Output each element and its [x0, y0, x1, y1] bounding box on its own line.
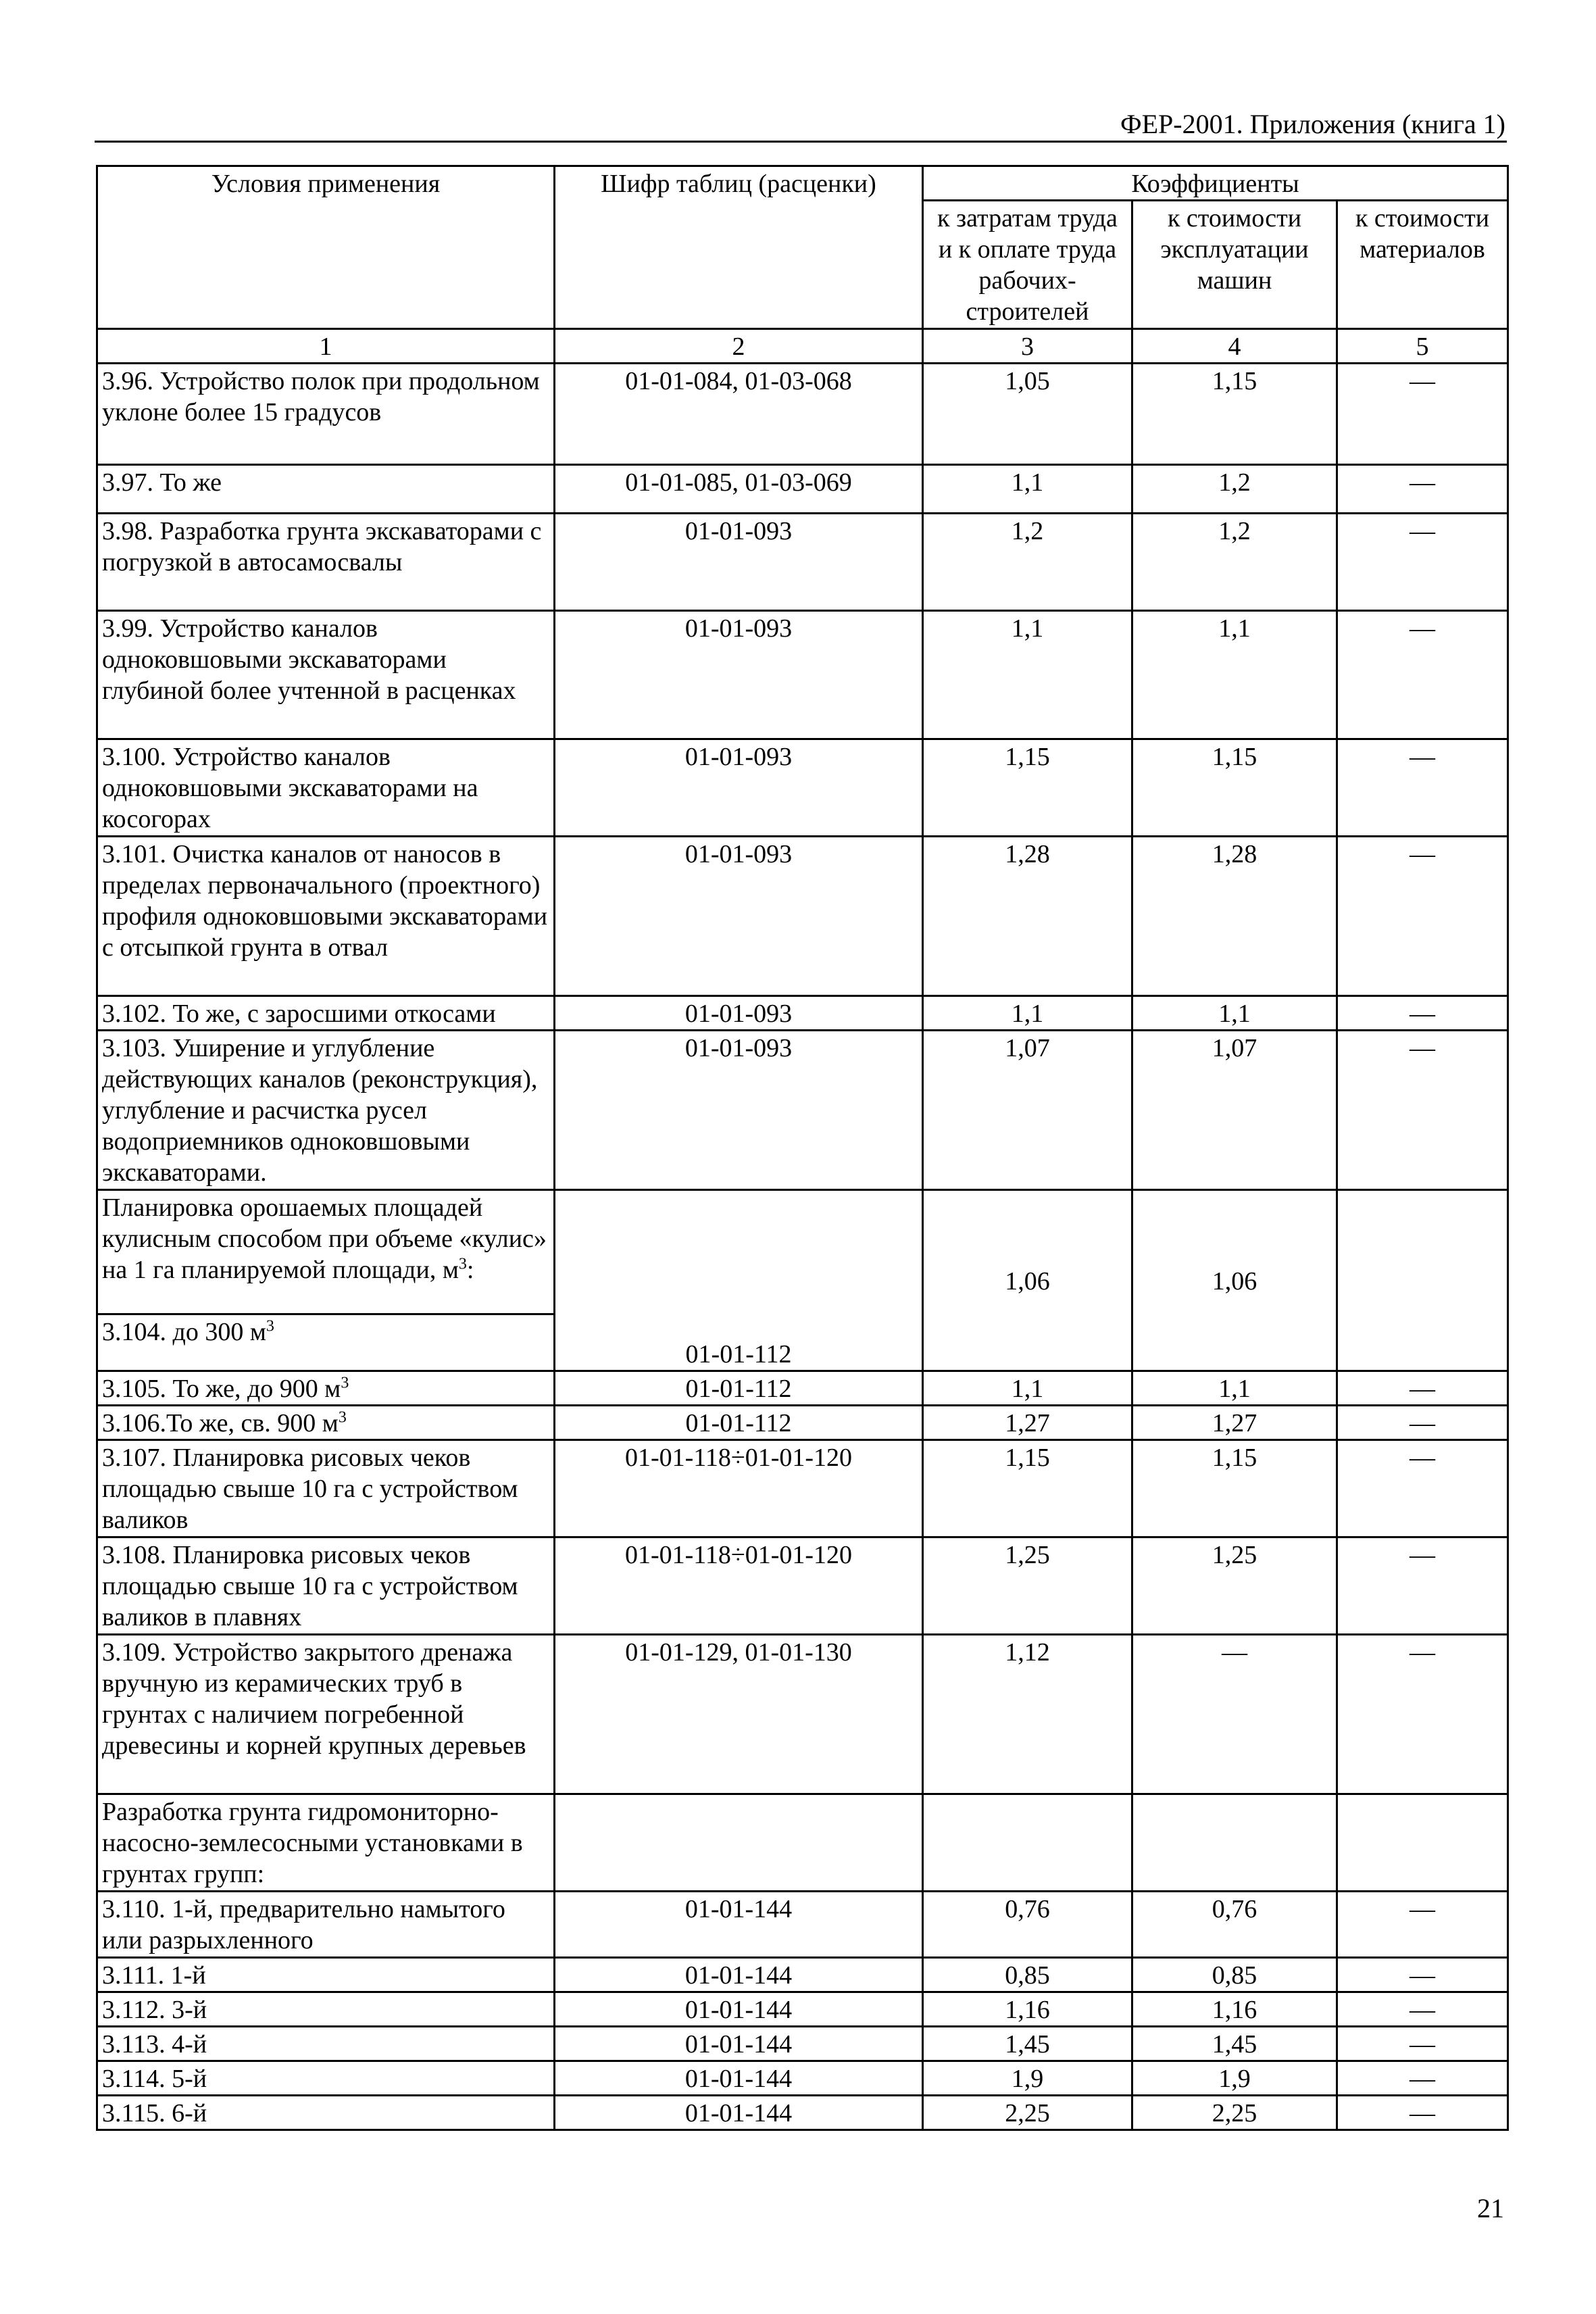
row-k1: 1,05: [923, 364, 1132, 465]
row-k3: —: [1337, 2027, 1508, 2061]
row-k2: 1,28: [1132, 837, 1337, 996]
table-body-part-1: [97, 364, 1508, 1190]
row-code: 01-01-144: [555, 1958, 923, 1992]
row-conditions: 3.108. Планировка рисовых чеков площадью свыше 10 га с устройством валиков в плавнях: [97, 1537, 555, 1635]
table-row: [97, 1794, 1508, 1892]
planning-k1: 1,06: [923, 1190, 1132, 1371]
row-conditions: 3.97. То же: [97, 465, 555, 514]
row-conditions: 3.106.То же, св. 900 $м^3$: [97, 1406, 555, 1440]
row-k1: 0,76: [923, 1892, 1132, 1958]
row-k1: 1,2: [923, 514, 1132, 611]
planning-k2: 1,06: [1132, 1190, 1337, 1371]
row-k3: —: [1337, 1992, 1508, 2027]
row-k2: 1,27: [1132, 1406, 1337, 1440]
row-code: 01-01-118÷01-01-120: [555, 1537, 923, 1635]
row-k2: 1,16: [1132, 1992, 1337, 2027]
row-k3: —: [1337, 1892, 1508, 1958]
row-k3: —: [1337, 1958, 1508, 1992]
row-k2: 1,45: [1132, 2027, 1337, 2061]
row-k3: —: [1337, 1537, 1508, 1635]
header-materials: к стоимости материалов: [1337, 201, 1508, 329]
row-k3: —: [1337, 1406, 1508, 1440]
header-conditions: Условия применения: [97, 166, 555, 329]
row-conditions: 3.105. То же, до 900 $м^3$: [97, 1371, 555, 1406]
row-conditions: 3.111. 1-й: [97, 1958, 555, 1992]
row-k3: —: [1337, 2096, 1508, 2130]
row-k2: 1,25: [1132, 1537, 1337, 1635]
coefficients-table: [96, 165, 1509, 2131]
table-row: [97, 739, 1508, 837]
row-conditions: 3.96. Устройство полок при продольном уклоне более 15 градусов: [97, 364, 555, 465]
header-coefficients: Коэффициенты: [923, 166, 1508, 201]
row-k1: 1,1: [923, 611, 1132, 739]
row-code: 01-01-084, 01-03-068: [555, 364, 923, 465]
row-k2: 1,9: [1132, 2061, 1337, 2096]
row-k3: —: [1337, 364, 1508, 465]
row-k2: 2,25: [1132, 2096, 1337, 2130]
row-k3: —: [1337, 1371, 1508, 1406]
row-k3: —: [1337, 514, 1508, 611]
row-code: 01-01-112: [555, 1406, 923, 1440]
row-k3: —: [1337, 996, 1508, 1031]
row-k1: 2,25: [923, 2096, 1132, 2130]
row-k3: —: [1337, 465, 1508, 514]
row-k3: [1337, 1794, 1508, 1892]
table-row: [97, 1537, 1508, 1635]
table-row: [97, 2061, 1508, 2096]
row-k1: 1,28: [923, 837, 1132, 996]
header-code: Шифр таблиц (расценки): [555, 166, 923, 329]
row-code: [555, 1794, 923, 1892]
row-k3: —: [1337, 2061, 1508, 2096]
page-number: 21: [1477, 2193, 1504, 2223]
row-k1: 0,85: [923, 1958, 1132, 1992]
row-k2: 1,1: [1132, 1371, 1337, 1406]
column-number: 3: [923, 329, 1132, 364]
row-k2: 1,15: [1132, 1440, 1337, 1537]
table-row: [97, 1406, 1508, 1440]
row-code: 01-01-118÷01-01-120: [555, 1440, 923, 1537]
row-k2: 1,2: [1132, 465, 1337, 514]
row-k3: —: [1337, 739, 1508, 837]
row-code: 01-01-093: [555, 1031, 923, 1190]
row-k1: 1,27: [923, 1406, 1132, 1440]
row-code: 01-01-085, 01-03-069: [555, 465, 923, 514]
row-k3: —: [1337, 611, 1508, 739]
row-k3: —: [1337, 837, 1508, 996]
row-code: 01-01-093: [555, 514, 923, 611]
row-k1: 1,12: [923, 1635, 1132, 1794]
row-k1: 1,1: [923, 1371, 1132, 1406]
row-conditions: 3.110. 1-й, предварительно намытого или разрыхленного: [97, 1892, 555, 1958]
row-code: 01-01-144: [555, 2096, 923, 2130]
table-row: [97, 2027, 1508, 2061]
column-number: 1: [97, 329, 555, 364]
row-conditions: 3.112. 3-й: [97, 1992, 555, 2027]
header-machines: к стоимости эксплуатации машин: [1132, 201, 1337, 329]
row-code: 01-01-144: [555, 2061, 923, 2096]
planning-group: [97, 1190, 1508, 1371]
row-conditions: 3.101. Очистка каналов от наносов в пределах первоначального (проектного) профиля одноковшовыми экскаваторами с отсыпкой грунта в отвал: [97, 837, 555, 996]
table-row: [97, 1958, 1508, 1992]
row-k2: 1,2: [1132, 514, 1337, 611]
row-code: 01-01-093: [555, 837, 923, 996]
planning-sub-row: 3.104. до 300 $м^3$: [97, 1314, 555, 1371]
column-number: 5: [1337, 329, 1508, 364]
row-k1: 1,25: [923, 1537, 1132, 1635]
row-code: 01-01-129, 01-01-130: [555, 1635, 923, 1794]
row-conditions: 3.99. Устройство каналов одноковшовыми экскаваторами глубиной более учтенной в расценках: [97, 611, 555, 739]
table-row: [97, 2096, 1508, 2130]
row-k1: 1,1: [923, 996, 1132, 1031]
table-row: [97, 465, 1508, 514]
row-k2: 0,85: [1132, 1958, 1337, 1992]
planning-intro: Планировка орошаемых площадей кулисным способом при объеме «кулис» на 1 га планируемой площади, $м^3$:: [97, 1190, 555, 1314]
table-row: [97, 1892, 1508, 1958]
row-k2: 1,1: [1132, 996, 1337, 1031]
row-conditions: 3.98. Разработка грунта экскаваторами с погрузкой в автосамосвалы: [97, 514, 555, 611]
table-row: [97, 1440, 1508, 1537]
column-number: 2: [555, 329, 923, 364]
row-k2: —: [1132, 1635, 1337, 1794]
row-k1: 1,15: [923, 739, 1132, 837]
row-conditions: 3.107. Планировка рисовых чеков площадью свыше 10 га с устройством валиков: [97, 1440, 555, 1537]
row-conditions: 3.109. Устройство закрытого дренажа вручную из керамических труб в грунтах с наличием погребенной древесины и корней крупных деревьев: [97, 1635, 555, 1794]
row-code: 01-01-093: [555, 611, 923, 739]
row-k1: 1,07: [923, 1031, 1132, 1190]
table-body-part-2: [97, 1440, 1508, 2130]
table-row: [97, 1635, 1508, 1794]
table-row: [97, 996, 1508, 1031]
row-k1: 1,9: [923, 2061, 1132, 2096]
row-k2: 1,1: [1132, 611, 1337, 739]
row-k3: —: [1337, 1440, 1508, 1537]
row-k1: 1,15: [923, 1440, 1132, 1537]
running-header: ФЕР-2001. Приложения (книга 1): [1120, 109, 1505, 139]
planning-k3: [1337, 1190, 1508, 1371]
row-k1: 1,16: [923, 1992, 1132, 2027]
table-row: [97, 837, 1508, 996]
row-conditions: 3.100. Устройство каналов одноковшовыми экскаваторами на косогорах: [97, 739, 555, 837]
table-row: [97, 364, 1508, 465]
table-row: [97, 1031, 1508, 1190]
table-row: [97, 611, 1508, 739]
row-conditions: 3.103. Уширение и углубление действующих каналов (реконструкция), углубление и расчистка русел водоприемников одноковшовыми экскаваторами.: [97, 1031, 555, 1190]
row-code: 01-01-093: [555, 996, 923, 1031]
row-code: 01-01-112: [555, 1371, 923, 1406]
row-code: 01-01-093: [555, 739, 923, 837]
planning-code: 01-01-112: [555, 1190, 923, 1371]
table-row: [97, 1371, 1508, 1406]
row-k1: [923, 1794, 1132, 1892]
row-code: 01-01-144: [555, 2027, 923, 2061]
row-conditions: 3.115. 6-й: [97, 2096, 555, 2130]
row-k2: [1132, 1794, 1337, 1892]
row-conditions: 3.114. 5-й: [97, 2061, 555, 2096]
row-k1: 1,1: [923, 465, 1132, 514]
row-k3: —: [1337, 1031, 1508, 1190]
row-conditions: 3.113. 4-й: [97, 2027, 555, 2061]
column-number: 4: [1132, 329, 1337, 364]
row-k3: —: [1337, 1635, 1508, 1794]
row-k2: 0,76: [1132, 1892, 1337, 1958]
table-body-sup: [97, 1371, 1508, 1440]
table-row: [97, 514, 1508, 611]
row-conditions: 3.102. То же, с заросшими откосами: [97, 996, 555, 1031]
header-rule: [95, 141, 1507, 143]
row-code: 01-01-144: [555, 1892, 923, 1958]
row-k1: 1,45: [923, 2027, 1132, 2061]
row-code: 01-01-144: [555, 1992, 923, 2027]
header-labor: к затратам труда и к оплате труда рабочих-строителей: [923, 201, 1132, 329]
row-k2: 1,07: [1132, 1031, 1337, 1190]
row-conditions: Разработка грунта гидромониторно-насосно-землесосными установками в грунтах групп:: [97, 1794, 555, 1892]
row-k2: 1,15: [1132, 364, 1337, 465]
row-k2: 1,15: [1132, 739, 1337, 837]
table-row: [97, 1992, 1508, 2027]
